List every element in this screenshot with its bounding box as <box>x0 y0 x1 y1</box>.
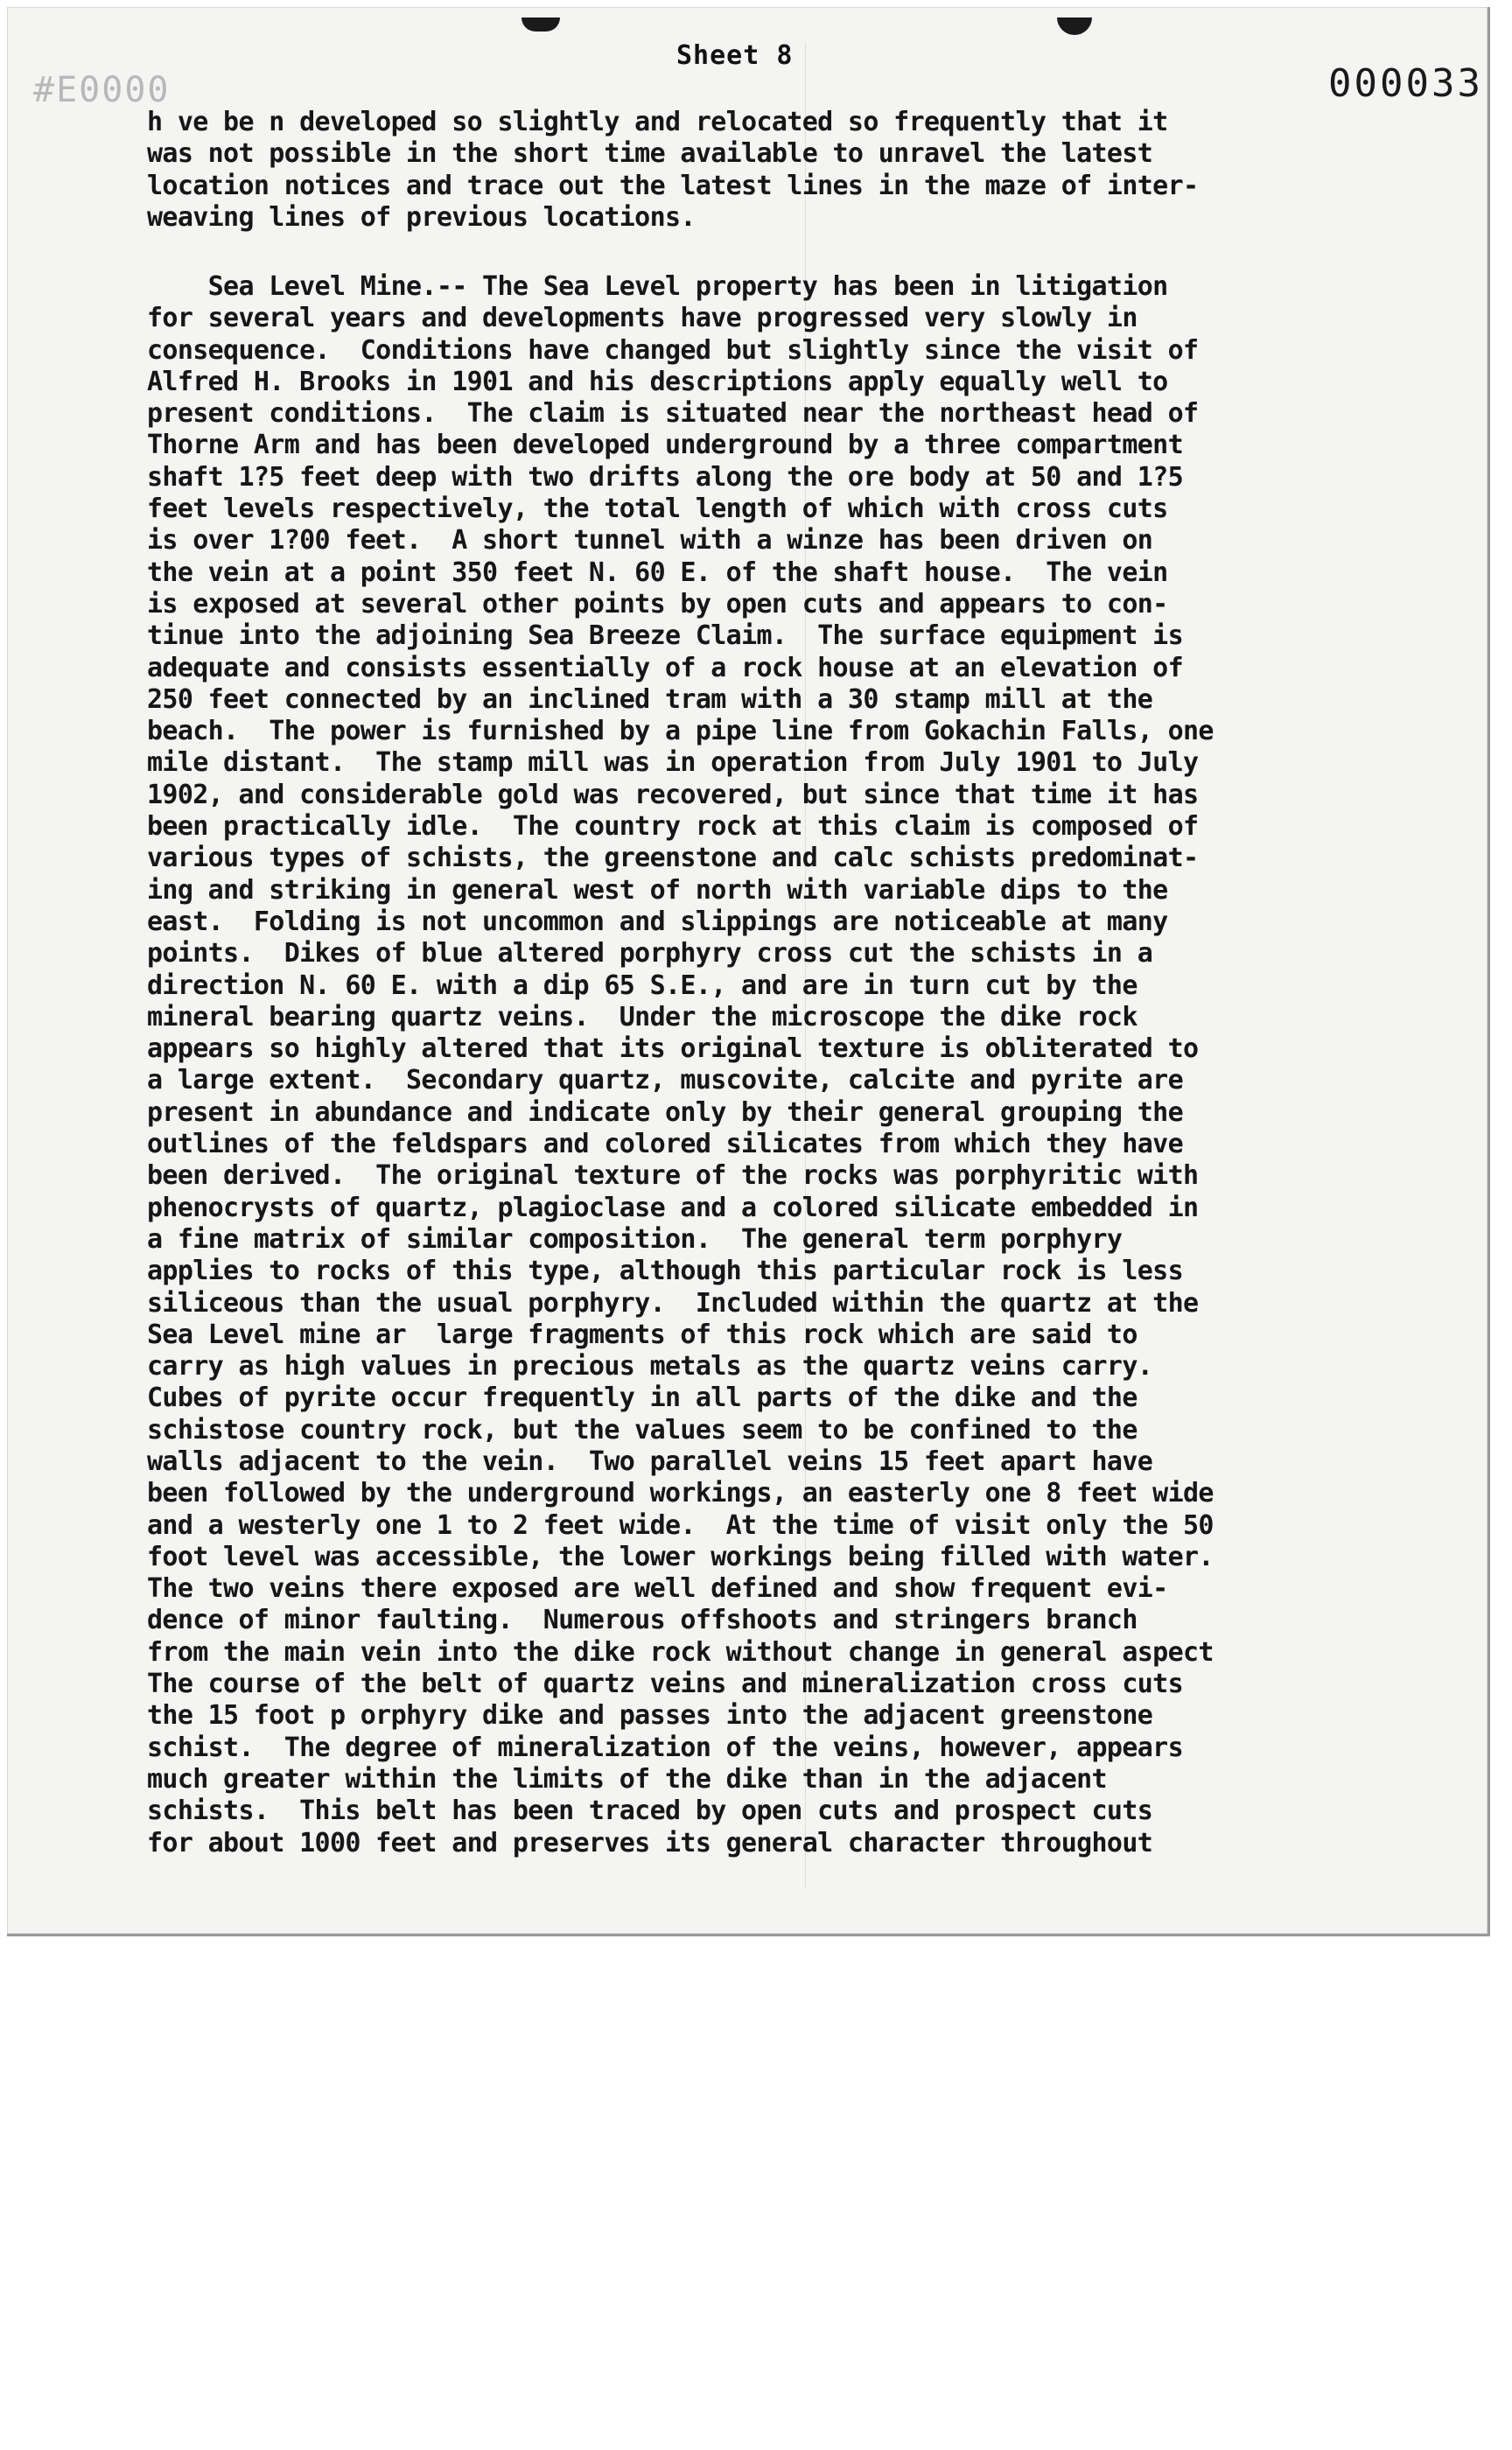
text-line: is over 1?00 feet. A short tunnel with a winze has been driven on <box>147 525 1153 556</box>
text-line: points. Dikes of blue altered porphyry cross cut the schists in a <box>147 938 1153 970</box>
text-line: is exposed at several other points by open cuts and appears to con- <box>147 588 1168 620</box>
paragraph-sea-level-mine <box>147 271 1214 1859</box>
text-line: tinue into the adjoining Sea Breeze Claim. The surface equipment is <box>147 620 1183 652</box>
text-line: The two veins there exposed are well defined and show frequent evi- <box>147 1573 1168 1605</box>
text-line: ing and striking in general west of north with variable dips to the <box>147 874 1168 906</box>
text-line: Cubes of pyrite occur frequently in all parts of the dike and the <box>147 1382 1138 1414</box>
text-line: for about 1000 feet and preserves its general character throughout <box>147 1827 1153 1858</box>
text-line: schist. The degree of mineralization of the veins, however, appears <box>147 1732 1183 1763</box>
text-line: foot level was accessible, the lower workings being filled with water. <box>147 1541 1214 1572</box>
text-line: walls adjacent to the vein. Two parallel veins 15 feet apart have <box>147 1446 1153 1477</box>
text-line: h ve be n developed so slightly and relocated so frequently that it <box>147 107 1168 137</box>
text-line: carry as high values in precious metals as the quartz veins carry. <box>147 1351 1153 1382</box>
binder-hole-right-icon <box>1057 18 1092 35</box>
text-line: 250 feet connected by an inclined tram with a 30 stamp mill at the <box>147 683 1153 715</box>
text-line: appears so highly altered that its original texture is obliterated to <box>147 1033 1199 1065</box>
text-line: present conditions. The claim is situated near the northeast head of <box>147 398 1199 430</box>
text-line: Alfred H. Brooks in 1901 and his descriptions apply equally well to <box>147 366 1168 397</box>
page-number-stamp: 000033 <box>1328 61 1483 106</box>
text-line: been practically idle. The country rock at this claim is composed of <box>147 811 1199 843</box>
text-line: dence of minor faulting. Numerous offshoots and stringers branch <box>147 1605 1138 1636</box>
document-sheet <box>7 7 1490 1936</box>
text-line: location notices and trace out the latest lines in the maze of inter- <box>147 170 1199 201</box>
text-line: a large extent. Secondary quartz, muscovite, calcite and pyrite are <box>147 1065 1183 1096</box>
text-line: the 15 foot p orphyry dike and passes into the adjacent greenstone <box>147 1700 1153 1732</box>
text-line: consequence. Conditions have changed but slightly since the visit of <box>147 334 1199 366</box>
text-line: been followed by the underground workings, an easterly one 8 feet wide <box>147 1478 1214 1509</box>
text-line: siliceous than the usual porphyry. Included within the quartz at the <box>147 1287 1199 1319</box>
text-line: Sea Level Mine.-- The Sea Level property has been in litigation <box>147 271 1168 302</box>
text-line: feet levels respectively, the total length of which with cross cuts <box>147 494 1168 525</box>
paragraph-continuation <box>147 107 1198 234</box>
text-line: schists. This belt has been traced by open cuts and prospect cuts <box>147 1796 1153 1827</box>
text-line: much greater within the limits of the dike than in the adjacent <box>147 1763 1107 1795</box>
text-line: phenocrysts of quartz, plagioclase and a colored silicate embedded in <box>147 1192 1199 1223</box>
faded-page-number-stamp: #E0000 <box>33 70 171 110</box>
text-line: mineral bearing quartz veins. Under the microscope the dike rock <box>147 1001 1138 1032</box>
text-line: The course of the belt of quartz veins and mineralization cross cuts <box>147 1669 1183 1700</box>
text-line: applies to rocks of this type, although this particular rock is less <box>147 1256 1183 1287</box>
text-line: for several years and developments have progressed very slowly in <box>147 303 1138 334</box>
text-line: adequate and consists essentially of a rock house at an elevation of <box>147 652 1183 683</box>
binder-hole-left-icon <box>522 18 560 32</box>
text-line: schistose country rock, but the values seem to be confined to the <box>147 1414 1138 1446</box>
text-line: been derived. The original texture of the rocks was porphyritic with <box>147 1160 1199 1192</box>
text-line: outlines of the feldspars and colored silicates from which they have <box>147 1129 1183 1160</box>
text-line: the vein at a point 350 feet N. 60 E. of the shaft house. The vein <box>147 556 1168 588</box>
text-line: beach. The power is furnished by a pipe line from Gokachin Falls, one <box>147 716 1214 747</box>
text-line: from the main vein into the dike rock without change in general aspect <box>147 1636 1214 1668</box>
text-line: a fine matrix of similar composition. The general term porphyry <box>147 1223 1123 1255</box>
text-line: mile distant. The stamp mill was in operation from July 1901 to July <box>147 747 1199 779</box>
text-line: shaft 1?5 feet deep with two drifts along the ore body at 50 and 1?5 <box>147 461 1183 493</box>
text-line: present in abundance and indicate only by their general grouping the <box>147 1096 1183 1128</box>
text-line: east. Folding is not uncommon and slippings are noticeable at many <box>147 906 1168 937</box>
text-line: various types of schists, the greenstone and calc schists predominat- <box>147 843 1199 874</box>
text-line: direction N. 60 E. with a dip 65 S.E., and are in turn cut by the <box>147 970 1138 1001</box>
text-line: weaving lines of previous locations. <box>147 201 696 233</box>
text-line: and a westerly one 1 to 2 feet wide. At the time of visit only the 50 <box>147 1509 1214 1541</box>
text-line: Thorne Arm and has been developed underground by a three compartment <box>147 430 1183 461</box>
text-line: 1902, and considerable gold was recovered, but since that time it has <box>147 779 1199 810</box>
sheet-heading: Sheet 8 <box>676 40 794 71</box>
text-line: was not possible in the short time available to unravel the latest <box>147 138 1153 170</box>
text-line: Sea Level mine ar large fragments of this rock which are said to <box>147 1319 1138 1350</box>
